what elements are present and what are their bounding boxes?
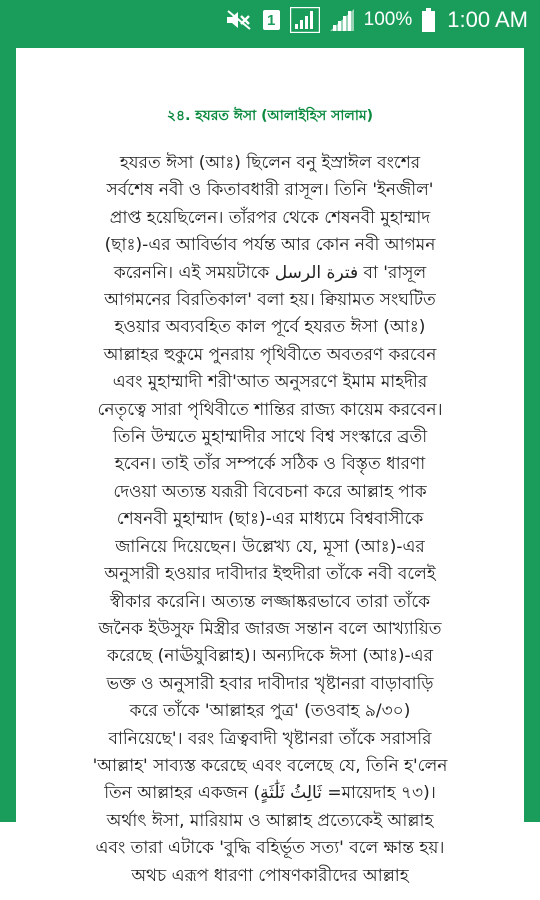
article-line: ভক্ত ও অনুসারী হবার দাবীদার খৃষ্টানরা বাড়াবাড়ি (106, 673, 434, 694)
article-line: অনুসারী হওয়ার দাবীদার ইহুদীরা তাঁকে নবী বলেই (104, 564, 436, 585)
status-bar (0, 0, 540, 40)
bottom-right-band (524, 822, 540, 900)
article-line: তিন আল্লাহর একজন (ثَالِثُ ثَلَٰثَةٍ =মায়েদাহ ৭৩)। (104, 783, 436, 804)
article-line: করেননি। এই সময়টাকে فترة الرسل বা 'রাসূল (113, 262, 427, 283)
article-line: স্বীকার করেনি। অত্যন্ত লজ্জাষ্করভাবে তারা তাঁকে (109, 591, 431, 612)
article-line: তিনি উম্মতে মুহাম্মাদীর সাথে বিশ্ব সংস্কারে ব্রতী (112, 427, 428, 448)
article-line: হওয়ার অব্যবহিত কাল পূর্বে হযরত ঈসা (আঃ) (114, 317, 426, 338)
article-line: দেওয়া অত্যন্ত যরূরী বিবেচনা করে আল্লাহ পাক (113, 481, 427, 502)
article-line: আগমনের বিরতিকাল' বলা হয়। ক্বিয়ামত সংঘটিত (104, 290, 436, 311)
signal-icon-2 (330, 9, 354, 31)
article-page (16, 48, 524, 900)
signal-icon (290, 7, 320, 33)
article-line: বানিয়েছে'। বরং ত্রিত্ববাদী খৃষ্টানরা তাঁকে সরাসরি (108, 728, 432, 749)
status-icons (225, 0, 528, 40)
sim-1-icon: 1 (263, 10, 280, 30)
battery-percent: 100% (363, 9, 413, 30)
article-line: এবং তারা এটাকে 'বুদ্ধি বহির্ভূত সত্য' বলে ক্ষান্ত হয়। (95, 838, 445, 859)
article-line: এবং মুহাম্মাদী শরী'আত অনুসরণে ইমাম মাহদীর (112, 372, 428, 393)
article-line: নেতৃত্বে সারা পৃথিবীতে শান্তির রাজ্য কায়েম করবেন। (97, 399, 443, 420)
article-line: (ছাঃ)-এর আবির্ভাব পর্যন্ত আর কোন নবী আগমন (104, 235, 436, 256)
article-line: করে তাঁকে 'আল্লাহর পুত্র' (তওবাহ ৯/৩০) (129, 701, 411, 722)
article-body (38, 150, 502, 890)
article-line: হবেন। তাই তাঁর সম্পর্কে সঠিক ও বিস্তৃত ধারণা (114, 454, 426, 475)
article-heading: ২৪. হযরত ঈসা (আলাইহিস সালাম) (166, 108, 374, 124)
article-line: 'আল্লাহ' সাব্যস্ত করেছে এবং বলেছে যে, তিনি হ'লেন (92, 755, 448, 776)
article-line: প্রাপ্ত হয়েছিলেন। তাঁরপর থেকে শেষনবী মুহাম্মাদ (109, 207, 431, 228)
article-line: অথচ এরূপ ধারণা পোষণকারীদের আল্লাহ (131, 865, 409, 886)
article-line: জনৈক ইউসুফ মিস্ত্রীর জারজ সন্তান বলে আখ্যায়িত (98, 618, 442, 639)
bottom-left-band (0, 822, 16, 900)
battery-icon (422, 8, 435, 32)
article-line: জানিয়ে দিয়েছেন। উল্লেখ্য যে, মূসা (আঃ)-এর (115, 536, 425, 557)
article-line: অর্থাৎ ঈসা, মারিয়াম ও আল্লাহ প্রত্যেকেই আল্লাহ (106, 810, 434, 831)
article-line: আল্লাহর হুকুমে পুনরায় পৃথিবীতে অবতরণ করবেন (103, 344, 437, 365)
article-line: সর্বশেষ নবী ও কিতাবধারী রাসূল। তিনি 'ইনজীল' (106, 180, 434, 201)
article-line: হযরত ঈসা (আঃ) ছিলেন বনু ইস্রাঈল বংশের (119, 153, 421, 173)
article-line: করেছে (নাঊযুবিল্লাহ)। অন্যদিকে ঈসা (আঃ)-এর (107, 646, 433, 667)
status-clock: 1:00 AM (447, 7, 528, 32)
article-line: শেষনবী মুহাম্মাদ (ছাঃ)-এর মাধ্যমে বিশ্ববাসীকে (116, 509, 424, 530)
mute-icon (225, 9, 253, 31)
